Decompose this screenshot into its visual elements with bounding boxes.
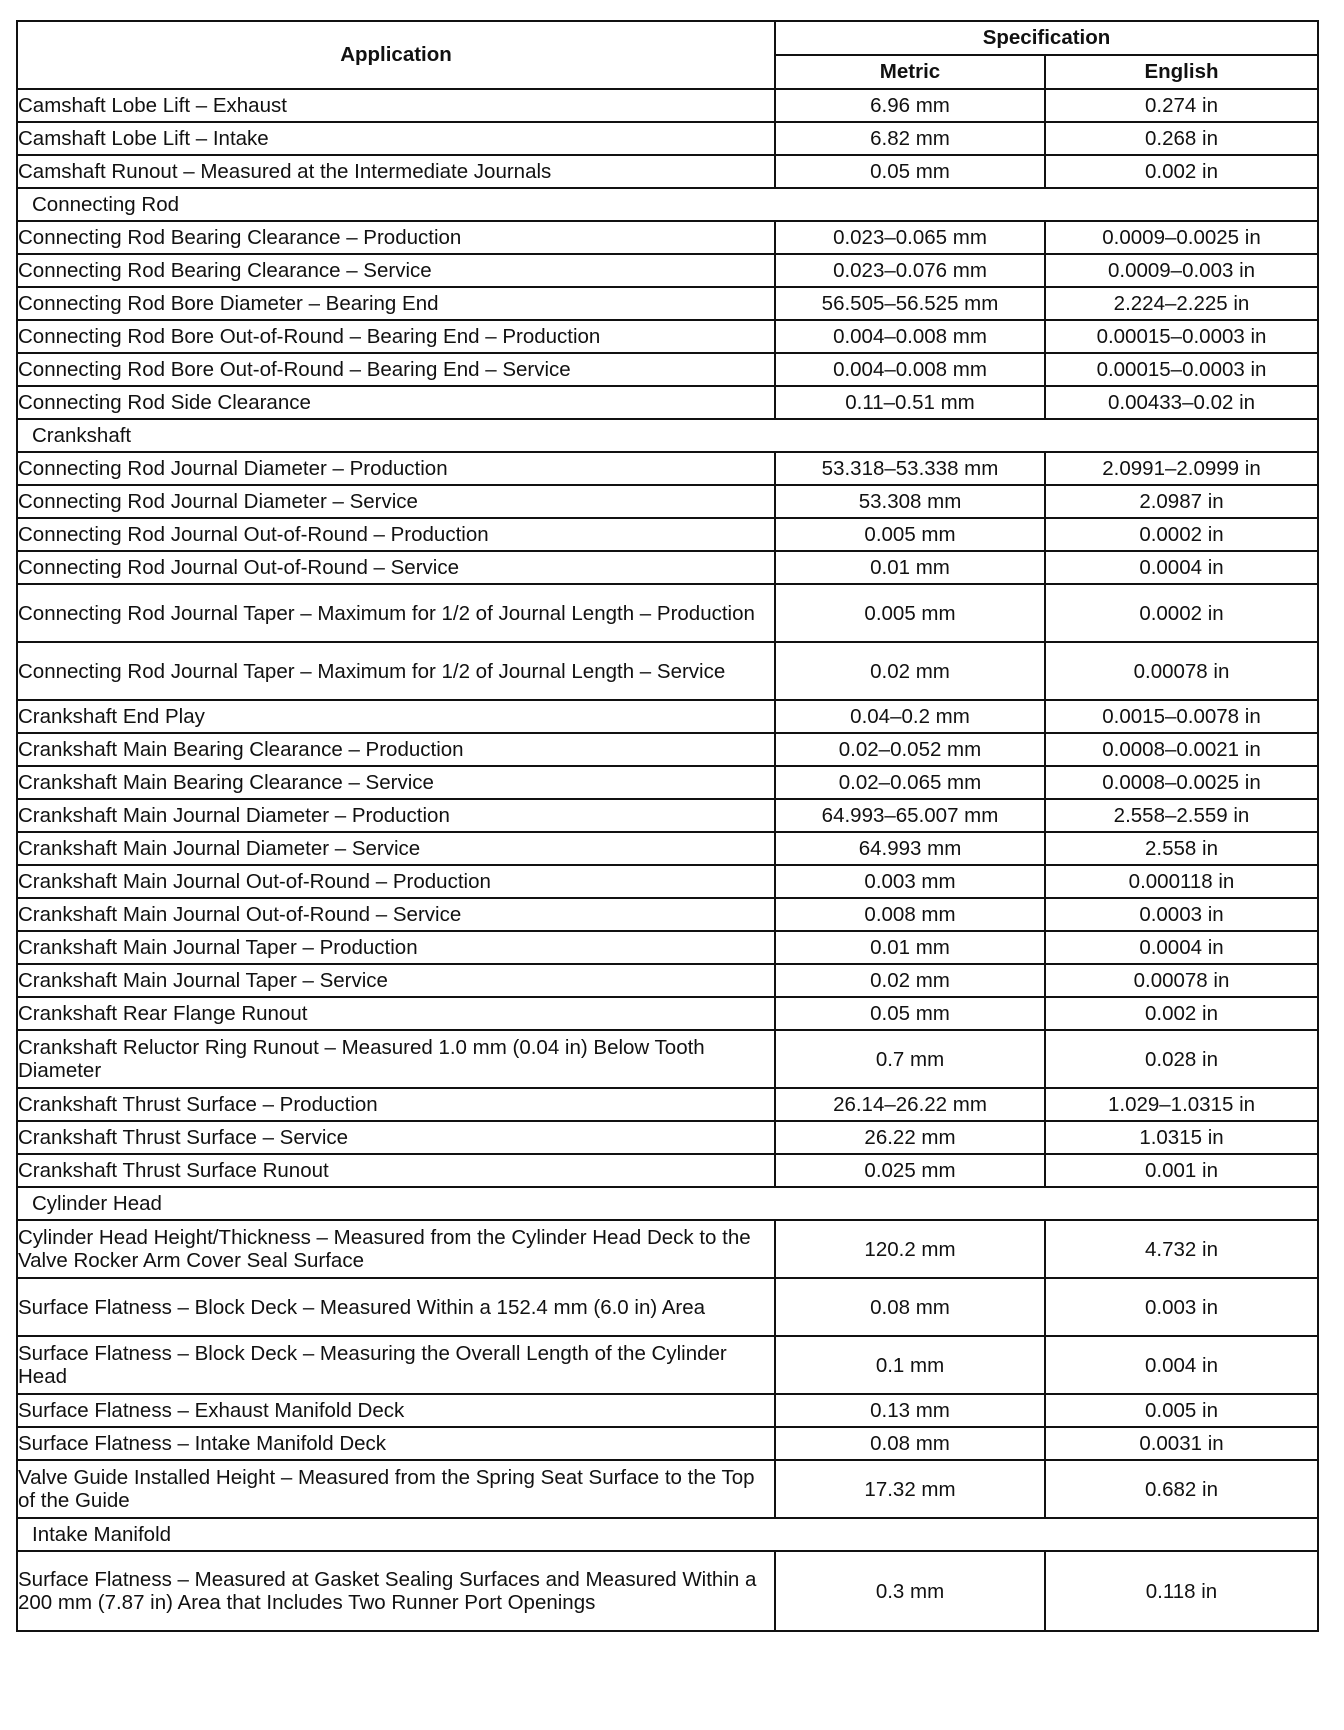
table-row	[17, 89, 1318, 122]
application-cell: Crankshaft Main Bearing Clearance – Service	[17, 766, 775, 799]
english-cell: 0.028 in	[1045, 1030, 1318, 1088]
application-cell: Crankshaft Main Journal Out-of-Round – Service	[17, 898, 775, 931]
metric-cell: 0.08 mm	[775, 1278, 1045, 1336]
table-row	[17, 799, 1318, 832]
application-cell: Connecting Rod Bore Out-of-Round – Bearing End – Production	[17, 320, 775, 353]
metric-cell: 0.023–0.076 mm	[775, 254, 1045, 287]
application-cell: Surface Flatness – Measured at Gasket Sealing Surfaces and Measured Within a 200 mm (7.87 in) Area that Includes Two Runner Port Openings	[17, 1551, 775, 1631]
english-cell: 0.0009–0.0025 in	[1045, 221, 1318, 254]
application-cell: Cylinder Head Height/Thickness – Measured from the Cylinder Head Deck to the Valve Rocker Arm Cover Seal Surface	[17, 1220, 775, 1278]
metric-cell: 26.22 mm	[775, 1121, 1045, 1154]
english-cell: 2.558 in	[1045, 832, 1318, 865]
english-cell: 1.029–1.0315 in	[1045, 1088, 1318, 1121]
english-cell: 0.682 in	[1045, 1460, 1318, 1518]
table-row	[17, 766, 1318, 799]
metric-cell: 0.004–0.008 mm	[775, 320, 1045, 353]
application-cell: Camshaft Lobe Lift – Intake	[17, 122, 775, 155]
english-cell: 0.0008–0.0021 in	[1045, 733, 1318, 766]
table-row	[17, 997, 1318, 1030]
application-cell: Crankshaft Main Journal Taper – Service	[17, 964, 775, 997]
english-cell: 2.224–2.225 in	[1045, 287, 1318, 320]
table-row	[17, 122, 1318, 155]
english-cell: 0.00433–0.02 in	[1045, 386, 1318, 419]
metric-cell: 6.96 mm	[775, 89, 1045, 122]
table-row	[17, 1551, 1318, 1631]
metric-cell: 0.05 mm	[775, 155, 1045, 188]
table-row	[17, 452, 1318, 485]
section-title: Cylinder Head	[17, 1187, 1318, 1220]
english-cell: 0.00078 in	[1045, 642, 1318, 700]
application-cell: Connecting Rod Bearing Clearance – Service	[17, 254, 775, 287]
application-cell: Crankshaft Main Journal Diameter – Production	[17, 799, 775, 832]
application-cell: Crankshaft Thrust Surface – Service	[17, 1121, 775, 1154]
english-cell: 0.002 in	[1045, 155, 1318, 188]
metric-cell: 53.308 mm	[775, 485, 1045, 518]
metric-cell: 0.02 mm	[775, 964, 1045, 997]
application-cell: Camshaft Runout – Measured at the Intermediate Journals	[17, 155, 775, 188]
metric-cell: 56.505–56.525 mm	[775, 287, 1045, 320]
table-row	[17, 832, 1318, 865]
table-row	[17, 642, 1318, 700]
application-cell: Crankshaft Main Bearing Clearance – Production	[17, 733, 775, 766]
english-cell: 2.0987 in	[1045, 485, 1318, 518]
table-row	[17, 898, 1318, 931]
application-cell: Crankshaft End Play	[17, 700, 775, 733]
table-row	[17, 551, 1318, 584]
english-cell: 0.0009–0.003 in	[1045, 254, 1318, 287]
english-cell: 1.0315 in	[1045, 1121, 1318, 1154]
application-cell: Connecting Rod Journal Out-of-Round – Service	[17, 551, 775, 584]
application-cell: Crankshaft Main Journal Taper – Production	[17, 931, 775, 964]
metric-cell: 0.7 mm	[775, 1030, 1045, 1088]
table-header	[17, 21, 1318, 89]
table-row	[17, 1460, 1318, 1518]
english-cell: 0.00015–0.0003 in	[1045, 320, 1318, 353]
english-cell: 0.0004 in	[1045, 931, 1318, 964]
application-cell: Connecting Rod Bore Out-of-Round – Bearing End – Service	[17, 353, 775, 386]
english-cell: 0.268 in	[1045, 122, 1318, 155]
metric-cell: 0.005 mm	[775, 518, 1045, 551]
application-cell: Connecting Rod Bore Diameter – Bearing End	[17, 287, 775, 320]
metric-cell: 0.1 mm	[775, 1336, 1045, 1394]
metric-cell: 120.2 mm	[775, 1220, 1045, 1278]
section-title: Connecting Rod	[17, 188, 1318, 221]
table-row	[17, 931, 1318, 964]
application-cell: Connecting Rod Side Clearance	[17, 386, 775, 419]
application-cell: Crankshaft Reluctor Ring Runout – Measured 1.0 mm (0.04 in) Below Tooth Diameter	[17, 1030, 775, 1088]
application-cell: Crankshaft Thrust Surface – Production	[17, 1088, 775, 1121]
metric-cell: 0.05 mm	[775, 997, 1045, 1030]
table-row	[17, 584, 1318, 642]
metric-cell: 0.08 mm	[775, 1427, 1045, 1460]
table-row	[17, 353, 1318, 386]
application-cell: Surface Flatness – Block Deck – Measured Within a 152.4 mm (6.0 in) Area	[17, 1278, 775, 1336]
metric-cell: 26.14–26.22 mm	[775, 1088, 1045, 1121]
metric-cell: 0.04–0.2 mm	[775, 700, 1045, 733]
application-cell: Connecting Rod Journal Diameter – Production	[17, 452, 775, 485]
table-row	[17, 1030, 1318, 1088]
english-cell: 0.0002 in	[1045, 518, 1318, 551]
english-cell: 0.00015–0.0003 in	[1045, 353, 1318, 386]
metric-cell: 0.01 mm	[775, 551, 1045, 584]
table-row	[17, 865, 1318, 898]
metric-cell: 0.13 mm	[775, 1394, 1045, 1427]
metric-cell: 53.318–53.338 mm	[775, 452, 1045, 485]
header-metric: Metric	[775, 55, 1045, 89]
metric-cell: 64.993–65.007 mm	[775, 799, 1045, 832]
application-cell: Crankshaft Main Journal Diameter – Service	[17, 832, 775, 865]
table-row	[17, 1088, 1318, 1121]
application-cell: Connecting Rod Journal Taper – Maximum for 1/2 of Journal Length – Service	[17, 642, 775, 700]
metric-cell: 0.008 mm	[775, 898, 1045, 931]
english-cell: 4.732 in	[1045, 1220, 1318, 1278]
table-row	[17, 287, 1318, 320]
section-row	[17, 1187, 1318, 1220]
metric-cell: 0.004–0.008 mm	[775, 353, 1045, 386]
application-cell: Crankshaft Main Journal Out-of-Round – Production	[17, 865, 775, 898]
table-row	[17, 254, 1318, 287]
section-title: Crankshaft	[17, 419, 1318, 452]
section-title: Intake Manifold	[17, 1518, 1318, 1551]
metric-cell: 6.82 mm	[775, 122, 1045, 155]
application-cell: Surface Flatness – Intake Manifold Deck	[17, 1427, 775, 1460]
english-cell: 0.001 in	[1045, 1154, 1318, 1187]
english-cell: 0.0004 in	[1045, 551, 1318, 584]
english-cell: 0.00078 in	[1045, 964, 1318, 997]
english-cell: 0.0015–0.0078 in	[1045, 700, 1318, 733]
section-row	[17, 188, 1318, 221]
table-body	[17, 89, 1318, 1631]
metric-cell: 0.3 mm	[775, 1551, 1045, 1631]
english-cell: 0.118 in	[1045, 1551, 1318, 1631]
metric-cell: 0.11–0.51 mm	[775, 386, 1045, 419]
metric-cell: 0.02 mm	[775, 642, 1045, 700]
application-cell: Valve Guide Installed Height – Measured from the Spring Seat Surface to the Top of the Guide	[17, 1460, 775, 1518]
english-cell: 0.274 in	[1045, 89, 1318, 122]
table-row	[17, 1427, 1318, 1460]
metric-cell: 0.025 mm	[775, 1154, 1045, 1187]
table-row	[17, 221, 1318, 254]
english-cell: 0.000118 in	[1045, 865, 1318, 898]
english-cell: 0.004 in	[1045, 1336, 1318, 1394]
header-specification: Specification	[775, 21, 1318, 55]
table-row	[17, 155, 1318, 188]
english-cell: 0.002 in	[1045, 997, 1318, 1030]
table-row	[17, 320, 1318, 353]
metric-cell: 0.01 mm	[775, 931, 1045, 964]
table-row	[17, 1336, 1318, 1394]
application-cell: Crankshaft Rear Flange Runout	[17, 997, 775, 1030]
table-row	[17, 1278, 1318, 1336]
english-cell: 0.0003 in	[1045, 898, 1318, 931]
table-row	[17, 733, 1318, 766]
header-english: English	[1045, 55, 1318, 89]
metric-cell: 0.003 mm	[775, 865, 1045, 898]
english-cell: 0.003 in	[1045, 1278, 1318, 1336]
metric-cell: 64.993 mm	[775, 832, 1045, 865]
metric-cell: 17.32 mm	[775, 1460, 1045, 1518]
application-cell: Connecting Rod Journal Out-of-Round – Production	[17, 518, 775, 551]
table-row	[17, 700, 1318, 733]
english-cell: 2.0991–2.0999 in	[1045, 452, 1318, 485]
table-row	[17, 1154, 1318, 1187]
metric-cell: 0.023–0.065 mm	[775, 221, 1045, 254]
table-row	[17, 1394, 1318, 1427]
application-cell: Connecting Rod Journal Taper – Maximum for 1/2 of Journal Length – Production	[17, 584, 775, 642]
table-row	[17, 1220, 1318, 1278]
application-cell: Crankshaft Thrust Surface Runout	[17, 1154, 775, 1187]
header-application: Application	[17, 21, 775, 89]
table-row	[17, 1121, 1318, 1154]
application-cell: Connecting Rod Bearing Clearance – Production	[17, 221, 775, 254]
application-cell: Surface Flatness – Block Deck – Measuring the Overall Length of the Cylinder Head	[17, 1336, 775, 1394]
table-row	[17, 518, 1318, 551]
specification-table	[16, 20, 1319, 1632]
section-row	[17, 1518, 1318, 1551]
table-row	[17, 485, 1318, 518]
metric-cell: 0.005 mm	[775, 584, 1045, 642]
english-cell: 2.558–2.559 in	[1045, 799, 1318, 832]
table-row	[17, 386, 1318, 419]
table-row	[17, 964, 1318, 997]
application-cell: Surface Flatness – Exhaust Manifold Deck	[17, 1394, 775, 1427]
english-cell: 0.0008–0.0025 in	[1045, 766, 1318, 799]
english-cell: 0.005 in	[1045, 1394, 1318, 1427]
english-cell: 0.0031 in	[1045, 1427, 1318, 1460]
section-row	[17, 419, 1318, 452]
application-cell: Connecting Rod Journal Diameter – Service	[17, 485, 775, 518]
metric-cell: 0.02–0.065 mm	[775, 766, 1045, 799]
english-cell: 0.0002 in	[1045, 584, 1318, 642]
metric-cell: 0.02–0.052 mm	[775, 733, 1045, 766]
application-cell: Camshaft Lobe Lift – Exhaust	[17, 89, 775, 122]
